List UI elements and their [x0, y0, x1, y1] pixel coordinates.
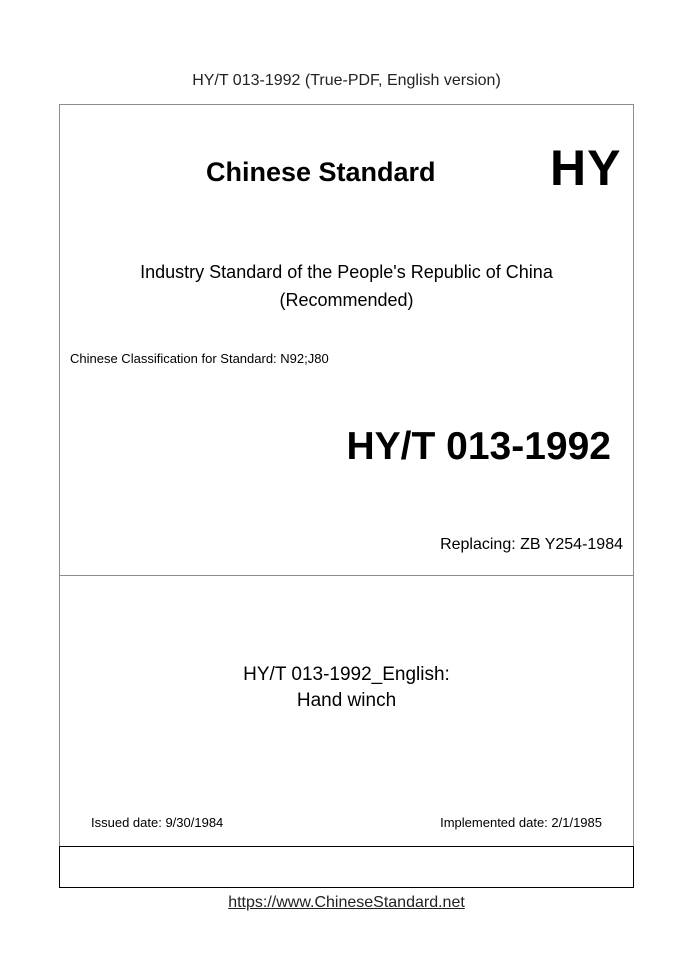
implemented-date: Implemented date: 2/1/1985 — [440, 815, 602, 830]
industry-statement — [0, 258, 693, 314]
replacing-text: Replacing: ZB Y254-1984 — [440, 536, 623, 553]
standard-mark: HY — [550, 140, 622, 196]
issued-date: Issued date: 9/30/1984 — [91, 815, 224, 830]
industry-line-1: Industry Standard of the People's Republic of China — [140, 262, 553, 282]
page-header: HY/T 013-1992 (True-PDF, English version) — [192, 72, 501, 89]
website-link[interactable]: https://www.ChineseStandard.net — [228, 894, 465, 911]
cover-title: Chinese Standard — [206, 157, 436, 187]
document-title-line-1: HY/T 013-1992_English: — [243, 664, 450, 685]
standard-number: HY/T 013-1992 — [346, 425, 611, 468]
cover-bottom-panel — [59, 846, 634, 888]
document-title — [0, 662, 693, 714]
document-title-line-2: Hand winch — [296, 690, 397, 711]
footer — [0, 894, 693, 912]
classification-text: Chinese Classification for Standard: N92;J80 — [70, 351, 329, 366]
industry-line-2: (Recommended) — [279, 290, 414, 310]
